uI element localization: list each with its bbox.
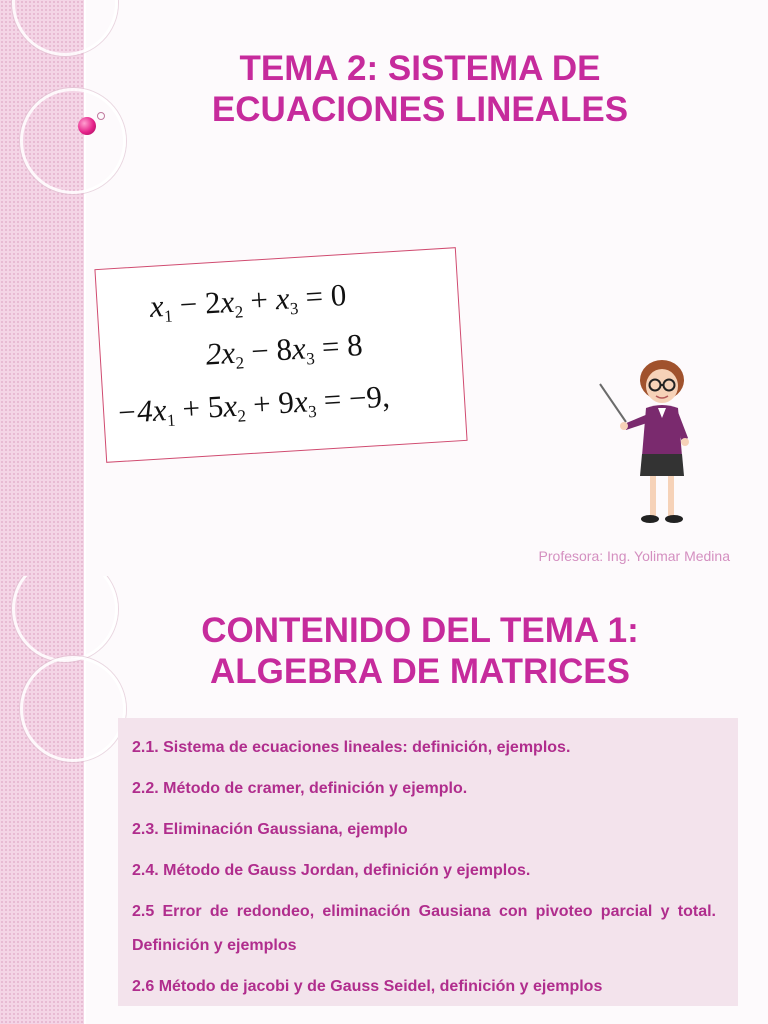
teacher-illustration-icon [592,356,702,528]
decorative-ring [20,88,126,194]
slide-title: CONTENIDO DEL TEMA 1: ALGEBRA DE MATRICES [201,611,639,691]
list-item: 2.3. Eliminación Gaussiana, ejemplo [132,821,408,838]
small-ring-icon [97,112,105,120]
decorative-ring [20,656,126,762]
slide-title: TEMA 2: SISTEMA DE ECUACIONES LINEALES [211,49,629,129]
professor-credit: Profesora: Ing. Yolimar Medina [538,548,730,564]
list-item: 2.1. Sistema de ecuaciones lineales: definición, ejemplos. [132,739,571,756]
list-item: 2.5 Error de redondeo, eliminación Gausiana con pivoteo parcial y total. Definición y ejemplos [132,903,716,954]
equation-system-image [94,247,467,463]
list-item: 2.4. Método de Gauss Jordan, definición y ejemplos. [132,862,531,879]
side-divider-line [84,0,86,576]
equation-2: $2x_2 - 8x_3 = 8$ [204,327,364,373]
equation-1: $x_1 - 2x_2 + x_3 = 0$ [148,276,348,327]
list-item: 2.6 Método de jacobi y de Gauss Seidel, definición y ejemplos [132,978,603,995]
list-item: 2.2. Método de cramer, definición y ejemplo. [132,780,468,797]
pink-ball-icon [78,117,96,135]
equation-3: $-4x_1 + 5x_2 + 9x_3 = -9$, [115,378,391,431]
content-list [118,718,738,1006]
slide-2 [0,576,768,1024]
decorative-side-band [0,0,86,576]
